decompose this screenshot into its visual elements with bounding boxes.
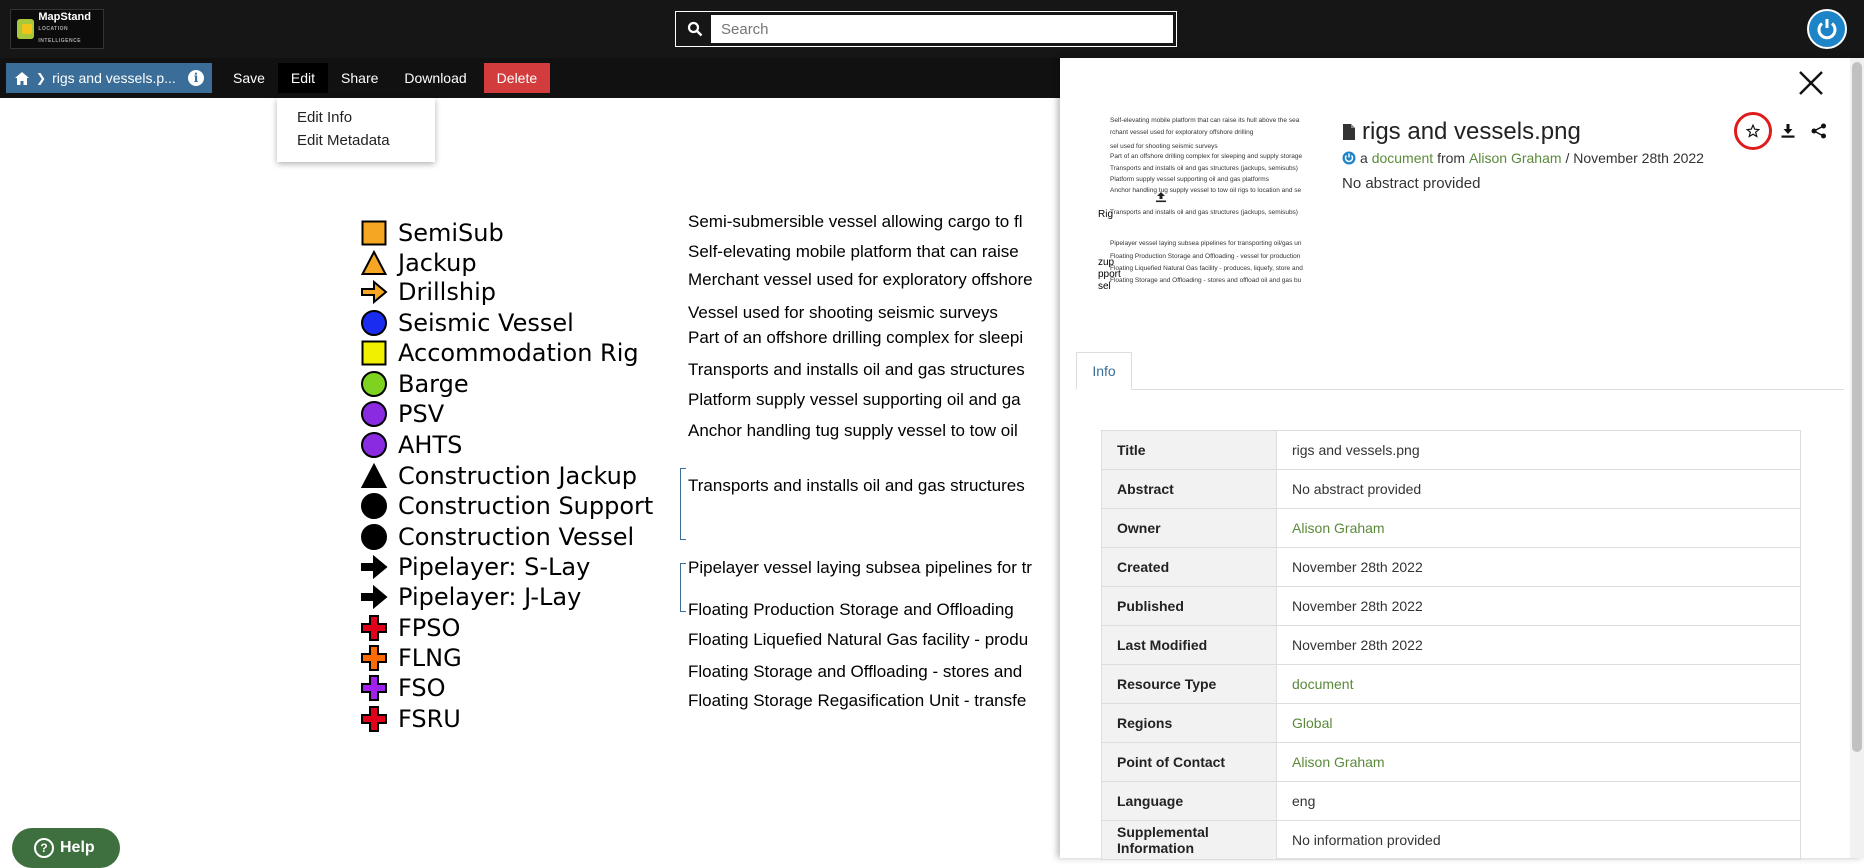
- edit-dropdown-menu: [277, 98, 435, 162]
- thumbnail-text: Part of an offshore drilling complex for sleeping and supply storage: [1110, 153, 1303, 160]
- group-bracket: [680, 468, 686, 540]
- search-input[interactable]: [711, 21, 1151, 38]
- legend-description: Floating Storage and Offloading - stores and: [688, 662, 1023, 681]
- share-button[interactable]: Share: [341, 70, 379, 86]
- legend-label: FSO: [398, 674, 446, 702]
- thumbnail-text: Transports and installs oil and gas structures (jackups, semisubs): [1110, 209, 1298, 216]
- owner-link[interactable]: Alison Graham: [1468, 150, 1562, 166]
- circle-symbol-icon: [360, 309, 388, 337]
- user-menu-button[interactable]: [1807, 9, 1847, 49]
- question-icon: ?: [34, 838, 54, 858]
- metadata-key: Owner: [1102, 509, 1277, 548]
- home-icon[interactable]: [14, 71, 30, 86]
- thumbnail-text: Pipelayer vessel laying subsea pipelines for transporting oil/gas un: [1110, 240, 1302, 247]
- triangle-symbol-icon: [360, 249, 388, 277]
- breadcrumb: [6, 63, 212, 93]
- edit-info-menu-item[interactable]: Edit Info: [297, 109, 353, 126]
- thumbnail-text: Platform supply vessel supporting oil and gas platforms: [1110, 176, 1269, 183]
- thumbnail-text: Floating Storage and Offloading - stores and offload oil and gas bu: [1110, 277, 1302, 284]
- metadata-key: Supplemental Information: [1102, 821, 1277, 860]
- circle-symbol-icon: [360, 370, 388, 398]
- legend-row: [360, 430, 462, 460]
- table-row: [1102, 704, 1801, 743]
- legend-label: Accommodation Rig: [398, 339, 639, 367]
- circle-symbol-icon: [360, 400, 388, 428]
- legend-row: [360, 338, 639, 368]
- legend-row: [360, 613, 460, 643]
- legend-row: [360, 704, 461, 734]
- legend-description: Transports and installs oil and gas structures: [688, 360, 1025, 379]
- mapstand-logo[interactable]: [10, 9, 104, 49]
- help-button[interactable]: [12, 828, 120, 868]
- legend-label: Pipelayer: J-Lay: [398, 583, 582, 611]
- metadata-value: November 28th 2022: [1277, 548, 1801, 587]
- legend-label: Seismic Vessel: [398, 309, 574, 337]
- save-button[interactable]: Save: [233, 70, 265, 86]
- metadata-value: No information provided: [1277, 821, 1801, 860]
- table-row: [1102, 626, 1801, 665]
- legend-description: Transports and installs oil and gas structures: [688, 476, 1025, 495]
- metadata-key: Resource Type: [1102, 665, 1277, 704]
- legend-label: FLNG: [398, 644, 462, 672]
- legend-label: Construction Vessel: [398, 523, 635, 551]
- close-icon[interactable]: [1796, 68, 1826, 98]
- metadata-value: November 28th 2022: [1277, 587, 1801, 626]
- thumbnail-text: Transports and installs oil and gas structures (jackups, semisubs): [1110, 165, 1298, 172]
- download-icon[interactable]: [1780, 123, 1796, 139]
- legend-label: FSRU: [398, 705, 461, 733]
- logo-mark-icon: [17, 19, 34, 39]
- metadata-key: Abstract: [1102, 470, 1277, 509]
- tab-info[interactable]: Info: [1076, 352, 1132, 390]
- metadata-key: Point of Contact: [1102, 743, 1277, 782]
- thumbnail-text: Self-elevating mobile platform that can raise its hull above the sea: [1110, 117, 1300, 124]
- thumbnail-text: rchant vessel used for exploratory offshore drilling: [1110, 129, 1254, 136]
- search-bar: [676, 12, 1176, 46]
- group-bracket: [680, 563, 686, 612]
- thumbnail-side-text: sel: [1098, 281, 1111, 292]
- arrow-symbol-icon: [360, 583, 388, 611]
- document-thumbnail[interactable]: [1100, 113, 1330, 298]
- legend-row: [360, 491, 653, 521]
- circle-symbol-icon: [360, 492, 388, 520]
- metadata-key: Regions: [1102, 704, 1277, 743]
- power-icon: [1815, 17, 1839, 41]
- metadata-value[interactable]: Alison Graham: [1277, 509, 1801, 548]
- legend-description: Floating Storage Regasification Unit - transfe: [688, 691, 1027, 710]
- legend-row: [360, 308, 574, 338]
- legend-row: [360, 522, 634, 552]
- search-icon: [687, 21, 703, 37]
- cross-symbol-icon: [360, 674, 388, 702]
- legend-description: Part of an offshore drilling complex for sleepi: [688, 328, 1024, 347]
- table-row: [1102, 782, 1801, 821]
- thumbnail-text: Anchor handling tug supply vessel to tow oil rigs to location and se: [1110, 187, 1302, 194]
- thumbnail-side-text: pport: [1098, 269, 1121, 280]
- edit-metadata-menu-item[interactable]: Edit Metadata: [297, 132, 390, 149]
- thumbnail-text: Floating Production Storage and Offloading - vessel for production: [1110, 253, 1301, 260]
- metadata-value: No abstract provided: [1277, 470, 1801, 509]
- table-row: [1102, 587, 1801, 626]
- metadata-key: Created: [1102, 548, 1277, 587]
- legend-description: Pipelayer vessel laying subsea pipelines for tr: [688, 558, 1032, 577]
- legend-row: [360, 673, 446, 703]
- metadata-value[interactable]: Global: [1277, 704, 1801, 743]
- metadata-key: Language: [1102, 782, 1277, 821]
- top-navbar: [0, 0, 1864, 58]
- legend-description: Floating Production Storage and Offloading: [688, 600, 1014, 619]
- share-icon[interactable]: [1811, 123, 1827, 139]
- square-symbol-icon: [360, 339, 388, 367]
- arrow-symbol-icon: [360, 278, 388, 306]
- favorite-button[interactable]: [1734, 112, 1772, 150]
- legend-description: Anchor handling tug supply vessel to tow oil: [688, 421, 1018, 440]
- legend-row: [360, 369, 469, 399]
- document-abstract: No abstract provided: [1342, 175, 1481, 192]
- legend-description: Vessel used for shooting seismic surveys: [688, 303, 998, 322]
- legend-label: Construction Jackup: [398, 462, 638, 490]
- legend-row: [360, 248, 477, 278]
- metadata-value: November 28th 2022: [1277, 626, 1801, 665]
- circle-symbol-icon: [360, 523, 388, 551]
- metadata-value: eng: [1277, 782, 1801, 821]
- download-button[interactable]: Download: [404, 70, 467, 86]
- document-toolbar: [0, 58, 1060, 98]
- document-date: / November 28th 2022: [1565, 150, 1704, 166]
- table-row: [1102, 821, 1801, 860]
- star-icon: [1746, 124, 1760, 138]
- legend-description: Merchant vessel used for exploratory offshore: [688, 270, 1033, 289]
- legend-label: AHTS: [398, 431, 463, 459]
- scrollbar-thumb[interactable]: [1852, 62, 1862, 752]
- square-symbol-icon: [360, 219, 388, 247]
- legend-description: Floating Liquefied Natural Gas facility - produ: [688, 630, 1029, 649]
- table-row: [1102, 431, 1801, 470]
- table-row: [1102, 509, 1801, 548]
- legend-description: Self-elevating mobile platform that can raise: [688, 242, 1019, 261]
- table-row: [1102, 470, 1801, 509]
- cross-symbol-icon: [360, 644, 388, 672]
- legend-label: SemiSub: [398, 219, 504, 247]
- document-byline: a document from Alison Graham / November 28th 2022: [1342, 150, 1704, 166]
- info-icon[interactable]: i: [188, 70, 204, 86]
- legend-row: [360, 552, 590, 582]
- legend-label: Pipelayer: S-Lay: [398, 553, 591, 581]
- cross-symbol-icon: [360, 614, 388, 642]
- metadata-value: rigs and vessels.png: [1277, 431, 1801, 470]
- legend-row: [360, 461, 637, 491]
- search-button[interactable]: [679, 14, 711, 44]
- panel-scrollbar[interactable]: [1850, 58, 1864, 858]
- metadata-key: Last Modified: [1102, 626, 1277, 665]
- metadata-value[interactable]: document: [1277, 665, 1801, 704]
- owner-power-icon: [1342, 151, 1356, 165]
- legend-row: [360, 582, 581, 612]
- legend-label: PSV: [398, 400, 445, 428]
- cross-symbol-icon: [360, 705, 388, 733]
- table-row: [1102, 548, 1801, 587]
- legend-label: Barge: [398, 370, 469, 398]
- logo-text: MapStand: [38, 11, 91, 23]
- table-row: [1102, 743, 1801, 782]
- metadata-key: Published: [1102, 587, 1277, 626]
- circle-symbol-icon: [360, 431, 388, 459]
- thumbnail-text: Floating Liquefied Natural Gas facility - produces, liquefy, store and: [1110, 265, 1303, 272]
- breadcrumb-current[interactable]: rigs and vessels.p...: [52, 70, 176, 86]
- arrow-symbol-icon: [360, 553, 388, 581]
- delete-button[interactable]: Delete: [484, 63, 550, 93]
- file-icon: [1342, 124, 1356, 140]
- legend-label: Jackup: [398, 249, 477, 277]
- resource-type-link[interactable]: document: [1371, 150, 1434, 166]
- legend-row: [360, 218, 504, 248]
- legend-row: [360, 277, 496, 307]
- legend-description: Platform supply vessel supporting oil and ga: [688, 390, 1021, 409]
- edit-button[interactable]: Edit: [278, 63, 328, 93]
- thumbnail-side-text: zup: [1098, 257, 1115, 268]
- legend-label: Construction Support: [398, 492, 654, 520]
- metadata-key: Title: [1102, 431, 1277, 470]
- document-detail-panel: [1060, 58, 1864, 858]
- logo-subtext: LOCATION INTELLIGENCE: [38, 26, 82, 44]
- legend-row: [360, 643, 462, 673]
- legend-description: Semi-submersible vessel allowing cargo to fl: [688, 212, 1023, 231]
- metadata-value[interactable]: Alison Graham: [1277, 743, 1801, 782]
- legend-label: Drillship: [398, 278, 496, 306]
- metadata-table: [1101, 430, 1801, 860]
- thumbnail-side-text: Rig: [1098, 209, 1114, 220]
- thumbnail-text: sel used for shooting seismic surveys: [1110, 143, 1218, 150]
- chevron-right-icon: ❯: [36, 71, 47, 85]
- help-label: Help: [60, 839, 95, 856]
- legend-row: [360, 399, 444, 429]
- triangle-symbol-icon: [360, 462, 388, 490]
- document-title: rigs and vessels.png: [1342, 118, 1581, 146]
- table-row: [1102, 665, 1801, 704]
- legend-label: FPSO: [398, 614, 461, 642]
- detail-tabs: [1076, 352, 1844, 390]
